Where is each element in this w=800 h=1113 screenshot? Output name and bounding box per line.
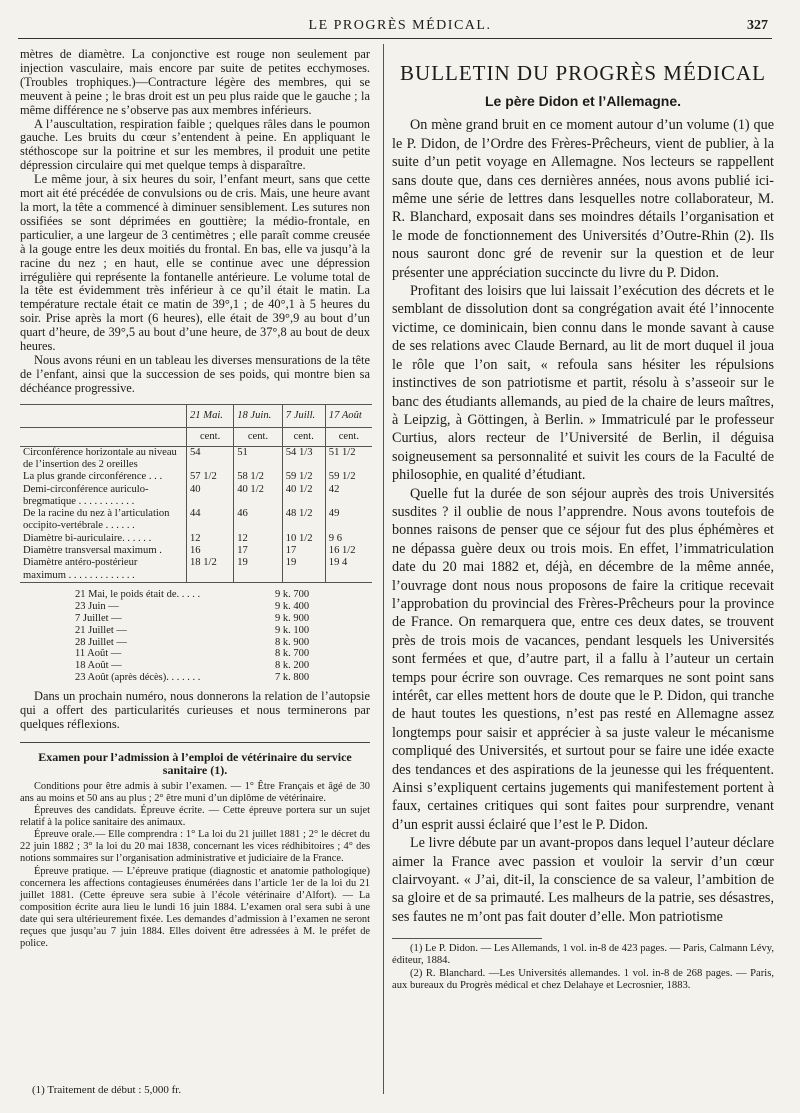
table-cell: 16 1/2 <box>325 545 372 557</box>
table-cell: 48 1/2 <box>282 508 325 533</box>
section-title: Examen pour l’admission à l’emploi de vétérinaire du service sanitaire (1). <box>38 749 352 777</box>
table-row <box>20 533 372 545</box>
list-item <box>75 625 370 637</box>
table-cell: 54 <box>187 446 234 471</box>
table-cell: 46 <box>234 508 283 533</box>
table-cell: 57 1/2 <box>187 471 234 483</box>
weight-value: 9 k. 900 <box>275 612 310 624</box>
table-cell: 18 1/2 <box>187 557 234 582</box>
row-label: La plus grande circonférence . . . <box>23 471 163 483</box>
paragraph: Le livre débute par un avant-propos dans lequel l’auteur déclare aimer la France avec passion et vouloir la servir d’un cœur clairvoyant. « J’ai, dit-il, la conscience de sa valeur, l’ambition de sa gloire et de sa primauté. Les malheurs de la patrie, ses désastres, ses fautes ne m’ont pas fait douter d’elle. Mon patriotisme <box>392 835 774 925</box>
weight-date: 18 Août — <box>75 660 122 672</box>
row-label: Demi-circonférence auriculo-bregmatique . . . . . . . . . . . <box>23 483 149 507</box>
weight-date: 28 Juillet — <box>75 636 127 648</box>
weight-date: 7 Juillet — <box>75 612 122 624</box>
list-item <box>75 672 370 684</box>
table-cell: 19 4 <box>325 557 372 582</box>
table-header: 17 Août <box>325 404 372 427</box>
running-title: LE PROGRÈS MÉDICAL. <box>308 18 492 33</box>
weight-date: 23 Août (après décès). . . . . . . <box>75 672 201 684</box>
list-item <box>75 648 370 660</box>
weight-date: 21 Juillet — <box>75 624 127 636</box>
right-column <box>392 48 774 992</box>
list-item <box>75 637 370 649</box>
table-cell: 17 <box>234 545 283 557</box>
table-row <box>20 545 372 557</box>
weight-date: 21 Mai, le poids était de. . . . . <box>75 588 201 600</box>
table-row <box>20 557 372 582</box>
table-cell: 59 1/2 <box>325 471 372 483</box>
footnote-rule <box>392 938 542 939</box>
paragraph: Dans un prochain numéro, nous donnerons la relation de l’autopsie qui a offert des particularités curieuses et nous terminerons par quelques réflexions. <box>20 689 370 731</box>
weight-value: 8 k. 900 <box>275 636 310 648</box>
paragraph: Quelle fut la durée de son séjour auprès des trois Universités susdites ? il oublie de nous l’apprendre. Nous avons toutefois de bonnes raisons de penser que ce séjour fut des plus éphémères et ne dépassa guère deux ou trois mois. En effet, l’immatriculation date du 20 mai 1882 et, déjà, en décembre de la même année, l’ouvrage dont nous nous proposons de faire la critique recevait l’approbation du provincial des Frères-Prêcheurs pour la province de France. On remarquera que, entre ces deux dates, se trouvent près de trois mois de vacances, pendant lesquels les Universités sont fermées et que, d’autre part, il a fallu à l’auteur un certain temps pour écrire son ouvrage. Ces remarques ne sont point sans intérêt, car elles mettent hors de doute que le P. Didon, qui tranche de haut toutes les questions, n’est pas resté en Allemagne assez longtemps pour saisir et apprécier à sa juste valeur le mécanisme compliqué des Universités, et surtout pour se faire une idée exacte des tendances et des aspirations de la jeunesse qui les fréquentent. Ainsi s’expliquent certains jugements qui manifestement portent à faux, certaines critiques qui sont faites pour surprendre, venant d’un esprit aussi éclairé que l’est le P. Didon. <box>392 485 774 833</box>
weight-date: 11 Août — <box>75 648 122 660</box>
weight-date: 23 Juin — <box>75 600 119 612</box>
table-header: 21 Mai. <box>187 404 234 427</box>
page-header <box>0 0 800 38</box>
footnote: (1) Le P. Didon. — Les Allemands, 1 vol. in-8 de 423 pages. — Paris, Calmann Lévy, éditeur, 1884. <box>392 943 774 967</box>
paragraph: Épreuves des candidats. Épreuve écrite. — Cette épreuve portera sur un sujet relatif à la police sanitaire des animaux. <box>20 805 370 829</box>
table-cell: 12 <box>234 533 283 545</box>
bulletin-title: BULLETIN DU PROGRÈS MÉDICAL <box>400 61 766 85</box>
paragraph: On mène grand bruit en ce moment autour d’un volume (1) que le P. Didon, de l’Ordre des Frères-Prêcheurs, vient de publier, à la suite d’un petit voyage en Allemagne. Nos lecteurs se rappellent sans doute que, dans ces dernières années, nous avons publié ici-même une série de lettres dans lesquelles notre collaborateur, M. R. Blanchard, exposait dans ses moindres détails l’organisation et le mode de fonctionnement des Universités d’Outre-Rhin (2). Ils nous sauront donc gré de revenir sur la question et de leur présenter une appréciation succincte du livre du P. Didon. <box>392 117 774 281</box>
weight-value: 9 k. 400 <box>275 600 310 612</box>
unit-label: cent. <box>234 427 283 446</box>
weight-value: 9 k. 100 <box>275 624 310 636</box>
table-cell: 51 1/2 <box>325 446 372 471</box>
list-item <box>75 613 370 625</box>
row-label: Circonférence horizontale au niveau de l’insertion des 2 oreilles <box>23 446 177 470</box>
footnote: (2) R. Blanchard. —Les Universités allemandes. 1 vol. in-8 de 268 pages. — Paris, aux bureaux du Progrès médical et chez Delahaye et Lecrosnier, 1883. <box>392 967 774 991</box>
list-item <box>75 601 370 613</box>
table-cell: 19 <box>282 557 325 582</box>
table-cell: 12 <box>187 533 234 545</box>
left-footnote: (1) Traitement de début : 5,000 fr. <box>32 1084 182 1096</box>
table-cell: 40 1/2 <box>282 484 325 509</box>
head-measurements-table <box>20 404 372 583</box>
table-row <box>20 508 372 533</box>
table-cell: 54 1/3 <box>282 446 325 471</box>
paragraph: Épreuve pratique. — L’épreuve pratique (diagnostic et anatomie pathologique) concernera les affections contagieuses énumérées dans l’article 1er de la loi du 21 juillet 1881. (Cette épreuve sera subie à l’école vétérinaire d’Alfort). — La composition écrite aura lieu le lundi 16 juin 1884. L’examen oral sera subi à une date qui sera ultérieurement fixée. Les demandes d’admission à l’examen ne seront reçues que jusqu’au 7 juin 1884. Elles doivent être adressées à M. le préfet de police. <box>20 865 370 950</box>
unit-label: cent. <box>282 427 325 446</box>
paragraph: mètres de diamètre. La conjonctive est rouge non seulement par injection vasculaire, mais encore par suite de petites ecchymoses. (Troubles trophiques.)—Contracture légère des membres, qui se meuvent à peine ; le bras droit est un peu plus raide que le gauche ; la même différence ne s’observe pas aux membres inférieurs. <box>20 47 370 117</box>
row-label: Diamètre transversal maximum . <box>23 545 162 557</box>
table-cell: 40 1/2 <box>234 484 283 509</box>
table-row <box>20 471 372 483</box>
table-cell: 19 <box>234 557 283 582</box>
table-cell: 44 <box>187 508 234 533</box>
weight-value: 8 k. 700 <box>275 648 310 660</box>
table-cell: 10 1/2 <box>282 533 325 545</box>
header-rule <box>18 38 772 39</box>
column-divider <box>383 44 384 1094</box>
table-cell: 51 <box>234 446 283 471</box>
table-header: 18 Juin. <box>234 404 283 427</box>
paragraph: Épreuve orale.— Elle comprendra : 1° La loi du 21 juillet 1881 ; 2° le décret du 22 juin 1882 ; 3° la loi du 20 mai 1838, concernant les vices rédhibitoires ; 4° des notions sommaires sur l’organisation administrative et judiciaire de la France. <box>20 829 370 865</box>
paragraph: Le même jour, à six heures du soir, l’enfant meurt, sans que cette mort ait été précédée de convulsions ou de cris. Mais, une heure avant la mort, la tête a commencé à diminuer sensiblement. Les sutures non ossifiées se sont déprimées en gouttière; la médio-frontale, en particulier, a une largeur de 3 centimètres ; elle paraît comme creusée à la gouge entre les deux moitiés du frontal. En bas, elle va jusqu’à la racine du nez ; en haut, elle se continue avec une dépression irrégulière qui représente la fontanelle antérieure. Le volume total de la tête est évidemment très inférieur à ce qu’il était le matin. La température rectale était ce matin de 39°,1 ; de 40°,1 à 5 heures du soir. Prise après la mort (6 heures), elle était de 39°,9 au bout d’un quart d’heure, de 39°,5 au bout d’une heure, de 37°,8 au bout de deux heures. <box>20 172 370 354</box>
weight-value: 7 k. 800 <box>275 672 310 684</box>
table-cell: 59 1/2 <box>282 471 325 483</box>
weight-value: 9 k. 700 <box>275 588 310 600</box>
paragraph: Nous avons réuni en un tableau les diverses mensurations de la tête de l’enfant, ainsi que la succession de ses poids, qui montre bien sa déchéance progressive. <box>20 352 370 395</box>
weights-list <box>75 589 370 684</box>
list-item <box>75 589 370 601</box>
table-cell: 16 <box>187 545 234 557</box>
row-label: Diamètre bi-auriculaire. . . . . . <box>23 532 152 544</box>
section-divider <box>20 742 370 743</box>
unit-label: cent. <box>187 427 234 446</box>
row-label: Diamètre antéro-postérieur maximum . . . . . . . . . . . . . <box>20 557 187 582</box>
table-cell: 58 1/2 <box>234 471 283 483</box>
table-cell: 42 <box>325 484 372 509</box>
table-cell: 49 <box>325 508 372 533</box>
table-cell: 9 6 <box>325 533 372 545</box>
weight-value: 8 k. 200 <box>275 660 310 672</box>
table-cell: 40 <box>187 484 234 509</box>
page-number: 327 <box>747 18 768 33</box>
article-title: Le père Didon et l’Allemagne. <box>484 93 682 109</box>
paragraph: Conditions pour être admis à subir l’examen. — 1° Être Français et âgé de 30 ans au moins et 50 ans au plus ; 2° être muni d’un diplôme de vétérinaire. <box>20 780 370 804</box>
unit-label: cent. <box>325 427 372 446</box>
list-item <box>75 660 370 672</box>
table-row <box>20 446 372 471</box>
table-cell: 17 <box>282 545 325 557</box>
paragraph: Profitant des loisirs que lui laissait l’exécution des décrets et le semblant de dissolution dont sa congrégation avait été l’innocente victime, ce dominicain, bien connu dans le monde savant à cause de ses relations avec Claude Bernard, au lit de mort duquel il joua le rôle que l’on sait, « refoula sans hésiter les répulsions instinctives de son patriotisme et partit, résolu à s’asseoir sur le banc des étudiants allemands, au pied de la chaire de leurs maîtres, à Leipzig, à Göttingen, à Berlin. » Immatriculé par le professeur Curtius, alors recteur de l’Université de Berlin, il déguisa soigneusement sa personnalité et suivit les cours de la Faculté de philosophie, en qualité d’étudiant. <box>392 283 774 484</box>
table-header: 7 Juill. <box>282 404 325 427</box>
left-column <box>20 48 370 950</box>
paragraph: A l’auscultation, respiration faible ; quelques râles dans le poumon gauche. Les bruits du cœur s’entendent à peine. En appliquant le stéthoscope sur la poitrine et sur les membres, il produit une petite dépression circulaire qui met quelque temps à disparaître. <box>20 116 370 173</box>
row-label: De la racine du nez à l’articulation occipito-vertébrale . . . . . . <box>23 508 170 532</box>
table-row <box>20 484 372 509</box>
